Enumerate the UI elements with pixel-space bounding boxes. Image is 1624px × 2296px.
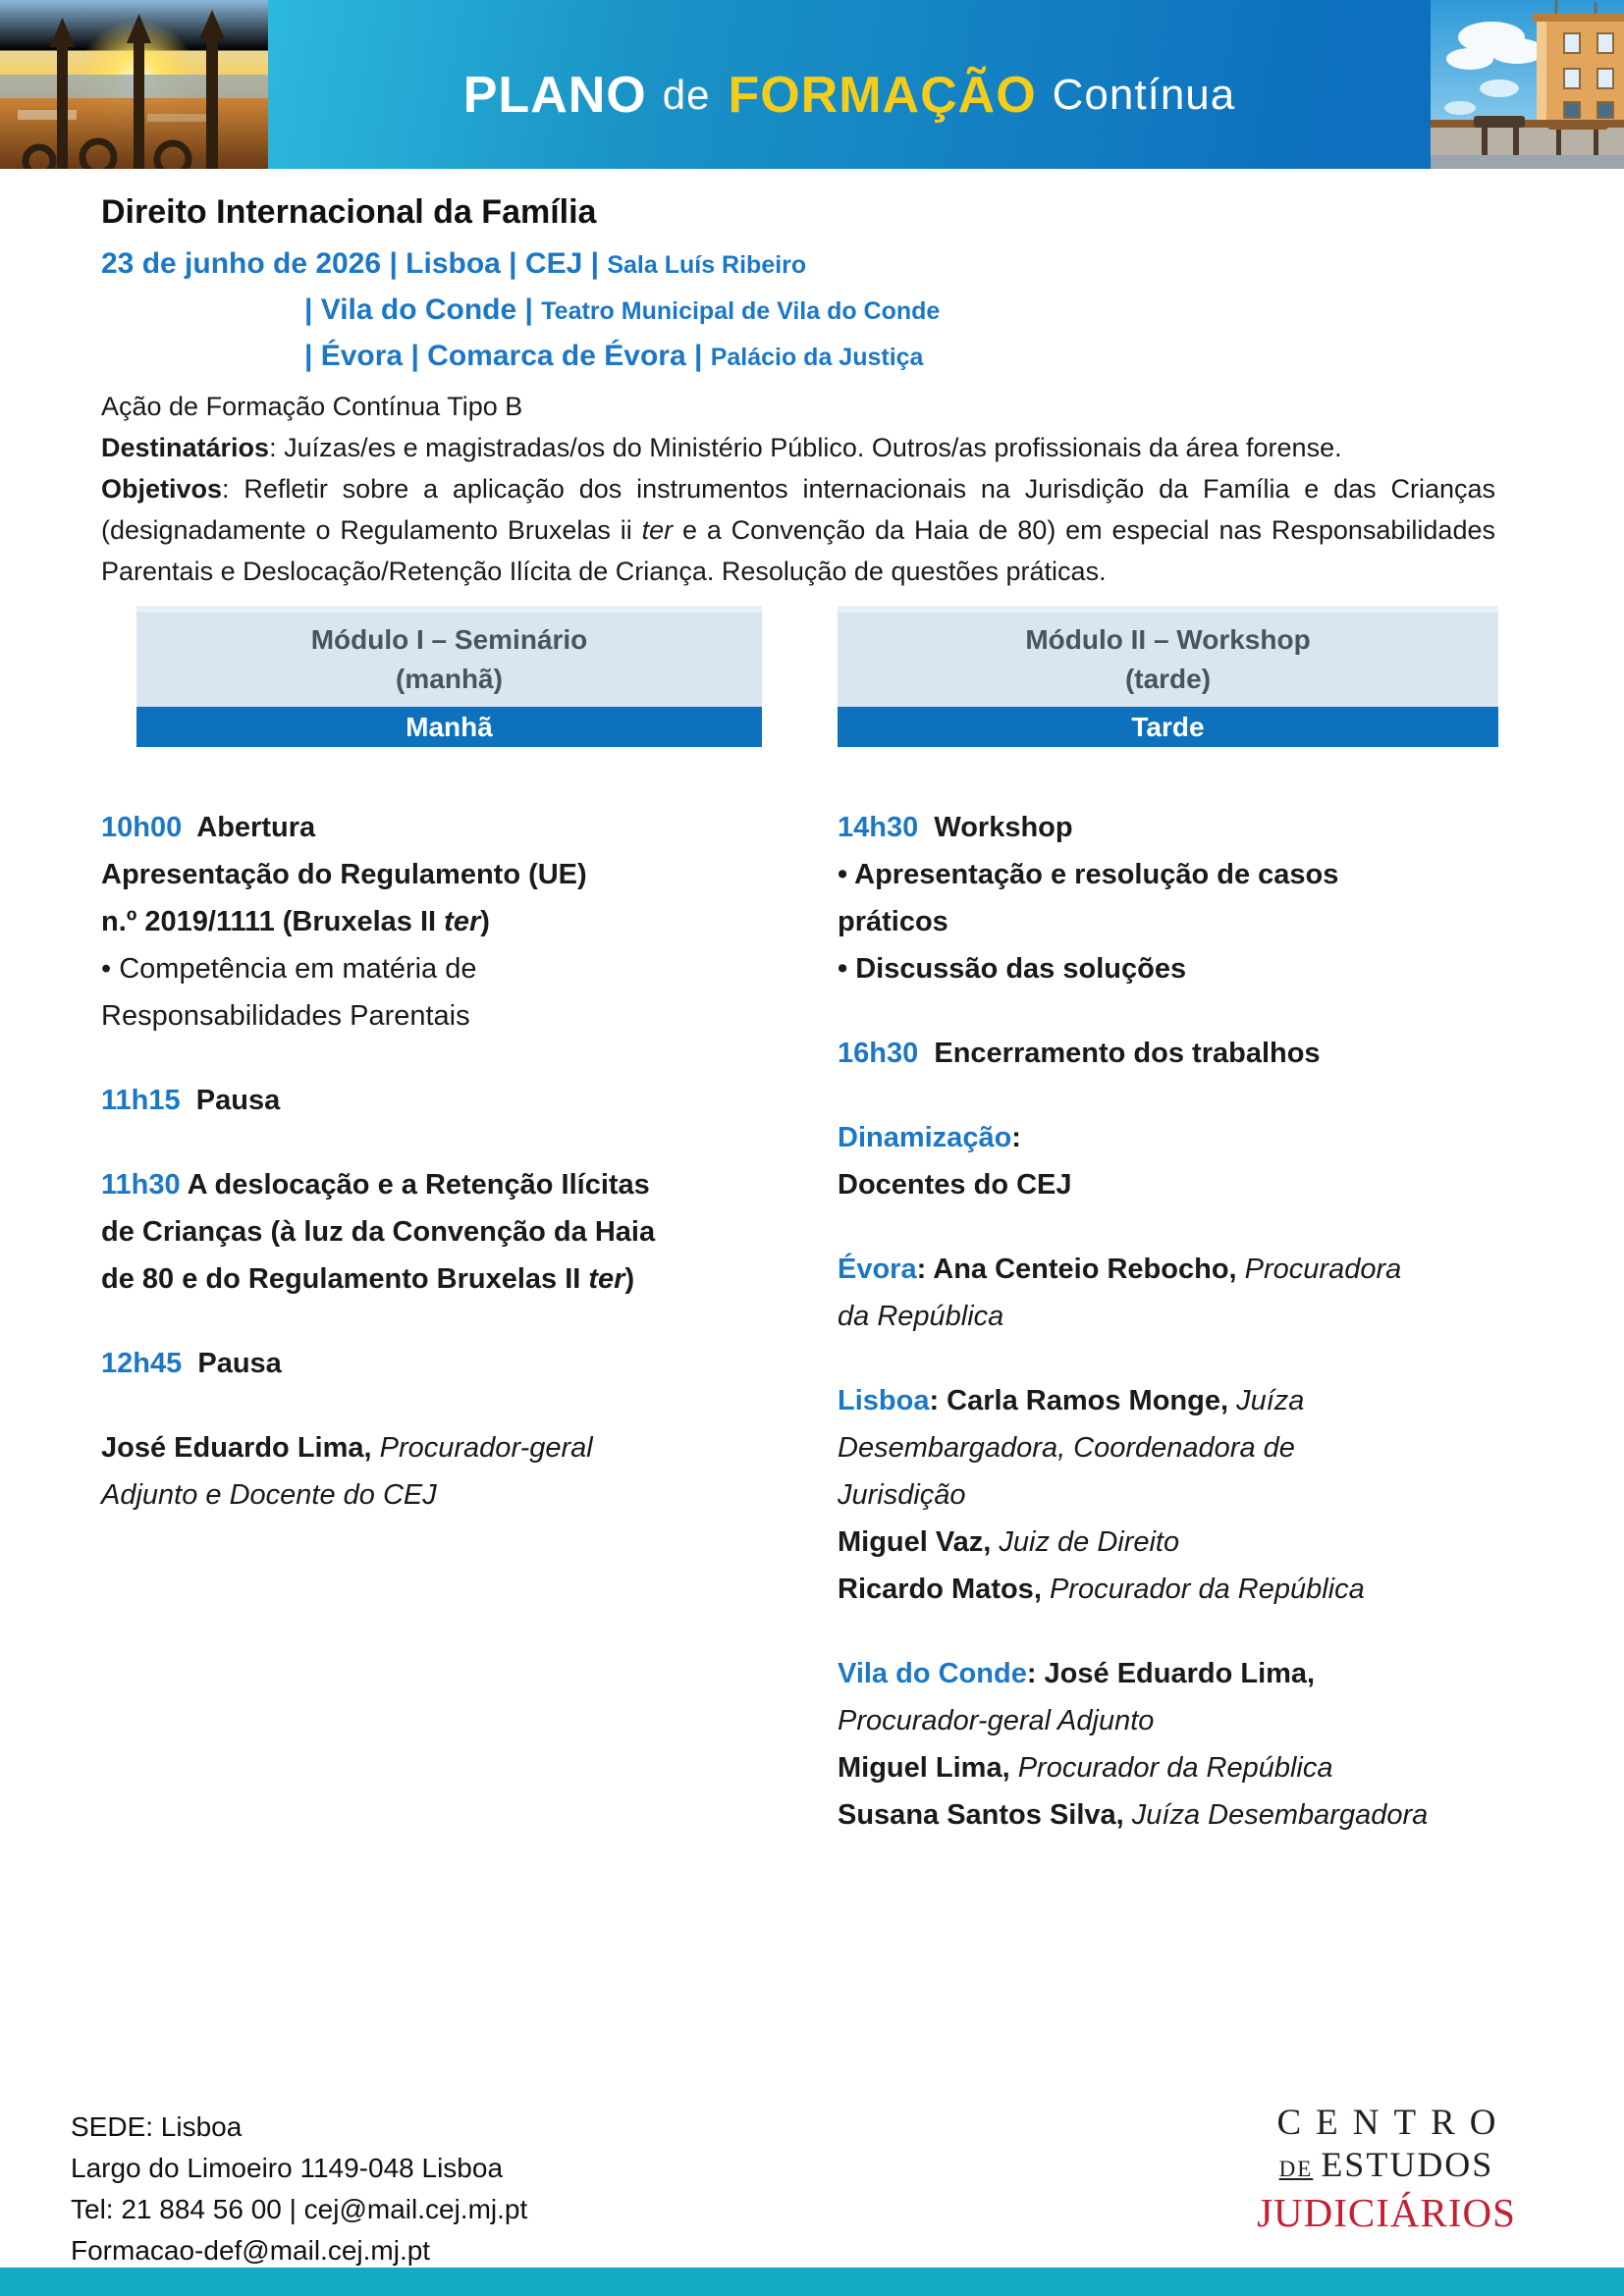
schedule-block bbox=[101, 1161, 762, 1303]
text-segment: e a Convenção da Haia de 80) em especial nas Responsabilidades Parentais e Deslocação/Retenção Ilícita de Criança. Resolução de questões práticas. bbox=[101, 515, 1495, 586]
text-segment: : Refletir sobre a aplicação dos instrumentos internacionais na Jurisdição da Família e das Crianças (designadamente o Regulamento Bruxelas ii bbox=[101, 474, 1495, 545]
module-subtitle: (manhã) bbox=[396, 664, 503, 694]
banner-word-formacao: FORMAÇÃO bbox=[728, 67, 1037, 124]
module-head-box bbox=[136, 606, 762, 707]
text-segment: práticos bbox=[838, 906, 948, 937]
text-segment: Dinamização bbox=[838, 1122, 1012, 1153]
text-segment: : bbox=[1011, 1122, 1021, 1153]
cej-logo bbox=[1239, 2103, 1534, 2235]
schedule-block bbox=[838, 1377, 1498, 1613]
text-segment: Procurador da República bbox=[1049, 1574, 1365, 1605]
module-head-box bbox=[838, 606, 1498, 707]
schedule-block bbox=[101, 1077, 762, 1124]
banner bbox=[0, 0, 1624, 169]
page-title: Direito Internacional da Família bbox=[101, 193, 597, 231]
text-segment: : Juízas/es e magistradas/os do Ministério Público. Outros/as profissionais da área forense. bbox=[269, 433, 1342, 462]
text-segment: Lisboa bbox=[838, 1385, 930, 1416]
text-segment: 11h30 bbox=[101, 1169, 181, 1201]
text-segment: Adjunto e Docente do CEJ bbox=[101, 1479, 437, 1511]
text-segment: A deslocação e a Retenção Ilícitas bbox=[180, 1169, 650, 1201]
footer-contact-line: Tel: 21 884 56 00 | cej@mail.cej.mj.pt bbox=[71, 2194, 528, 2224]
objetivos-paragraph bbox=[101, 468, 1495, 592]
text-segment: Responsabilidades Parentais bbox=[101, 1000, 470, 1032]
text-segment: Procurador-geral Adjunto bbox=[838, 1705, 1155, 1736]
schedule-block bbox=[101, 804, 762, 1040]
text-segment: Miguel Lima, bbox=[838, 1752, 1018, 1784]
course-type-line: Ação de Formação Contínua Tipo B bbox=[101, 392, 523, 421]
text-segment: Juíza bbox=[1236, 1385, 1305, 1416]
session-dates bbox=[101, 243, 1526, 382]
footer-email-line: Formacao-def@mail.cej.mj.pt bbox=[71, 2235, 431, 2266]
text-segment: Juíza Desembargadora bbox=[1131, 1799, 1429, 1831]
text-segment: Pausa bbox=[182, 1348, 282, 1379]
banner-title bbox=[268, 0, 1431, 169]
text-segment: de 80 e do Regulamento Bruxelas II bbox=[101, 1263, 589, 1295]
schedule-block bbox=[838, 1246, 1498, 1340]
schedule-blocks-morning bbox=[101, 747, 762, 1519]
text-segment: da República bbox=[838, 1301, 1004, 1332]
text-segment: Procurador-geral bbox=[379, 1432, 593, 1464]
building-harbour-photo bbox=[1431, 0, 1624, 169]
text-segment: ter bbox=[588, 1263, 625, 1295]
text-segment: ) bbox=[480, 906, 490, 937]
schedule-blocks-afternoon bbox=[838, 747, 1498, 1839]
text-segment: Destinatários bbox=[101, 433, 270, 462]
text-segment: Teatro Municipal de Vila do Conde bbox=[541, 297, 941, 325]
text-segment: 12h45 bbox=[101, 1348, 183, 1379]
text-segment: • Discussão das soluções bbox=[838, 953, 1187, 985]
text-segment: Docentes do CEJ bbox=[838, 1169, 1072, 1201]
text-segment: Workshop bbox=[918, 812, 1073, 843]
schedule-column-morning bbox=[101, 606, 762, 1876]
text-segment: Apresentação do Regulamento (UE) bbox=[101, 859, 587, 890]
text-segment: Ricardo Matos, bbox=[838, 1574, 1050, 1605]
banner-word-de: de bbox=[662, 72, 711, 118]
text-segment: | Vila do Conde | bbox=[304, 294, 542, 326]
session-date-line bbox=[101, 290, 1526, 336]
schedule-block bbox=[838, 804, 1498, 992]
module-subtitle: (tarde) bbox=[1124, 664, 1212, 694]
sunset-viewpoint-photo bbox=[0, 0, 268, 169]
text-segment: : Carla Ramos Monge, bbox=[929, 1385, 1237, 1416]
banner-word-plano: PLANO bbox=[462, 67, 647, 124]
schedule-block bbox=[101, 1340, 762, 1387]
text-segment: : Ana Centeio Rebocho, bbox=[916, 1254, 1245, 1285]
text-segment: Procurador da República bbox=[1017, 1752, 1333, 1784]
module-header-afternoon bbox=[838, 606, 1498, 747]
text-segment: 16h30 bbox=[838, 1038, 919, 1069]
destinatarios-paragraph bbox=[101, 427, 1495, 468]
text-segment: Miguel Vaz, bbox=[838, 1526, 1000, 1558]
schedule-columns bbox=[101, 606, 1526, 1876]
footer-street-line: Largo do Limoeiro 1149-048 Lisboa bbox=[71, 2153, 504, 2183]
schedule-block bbox=[838, 1114, 1498, 1208]
text-segment: Susana Santos Silva, bbox=[838, 1799, 1132, 1831]
module-title: Módulo II – Workshop bbox=[1025, 624, 1311, 655]
module-band-morning: Manhã bbox=[136, 707, 762, 747]
text-segment: José Eduardo Lima, bbox=[101, 1432, 380, 1464]
text-segment: Abertura bbox=[182, 812, 316, 843]
text-segment: • Competência em matéria de bbox=[101, 953, 477, 985]
module-band-afternoon: Tarde bbox=[838, 707, 1498, 747]
text-segment: Procuradora bbox=[1244, 1254, 1402, 1285]
text-segment: • Apresentação e resolução de casos bbox=[838, 859, 1339, 890]
cej-logo-judiciarios: JUDICIÁRIOS bbox=[1257, 2190, 1516, 2235]
schedule-block bbox=[838, 1030, 1498, 1077]
text-segment: 11h15 bbox=[101, 1085, 181, 1116]
schedule-block bbox=[838, 1650, 1498, 1839]
session-date-line bbox=[101, 243, 1526, 290]
text-segment: Objetivos bbox=[101, 474, 223, 504]
text-segment: 23 de junho de 2026 | Lisboa | CEJ | bbox=[101, 247, 608, 280]
text-segment: n.º 2019/1111 (Bruxelas II bbox=[101, 906, 445, 937]
text-segment: Encerramento dos trabalhos bbox=[918, 1038, 1321, 1069]
text-segment: de Crianças (à luz da Convenção da Haia bbox=[101, 1216, 656, 1248]
cej-logo-de: DE bbox=[1278, 2157, 1314, 2181]
cej-logo-de-estudos bbox=[1239, 2144, 1534, 2190]
text-segment: Pausa bbox=[180, 1085, 281, 1116]
text-segment: Évora bbox=[838, 1254, 917, 1285]
schedule-block bbox=[101, 1424, 762, 1519]
text-segment: Jurisdição bbox=[838, 1479, 966, 1511]
text-segment: ) bbox=[624, 1263, 635, 1295]
text-segment: Vila do Conde bbox=[838, 1658, 1027, 1689]
text-segment: Sala Luís Ribeiro bbox=[607, 251, 807, 279]
module-title: Módulo I – Seminário bbox=[310, 624, 588, 655]
cej-logo-centro: CENTRO bbox=[1276, 2103, 1511, 2143]
session-date-line bbox=[101, 336, 1526, 382]
text-segment: ter bbox=[641, 515, 674, 545]
text-segment: : José Eduardo Lima, bbox=[1026, 1658, 1316, 1689]
schedule-column-afternoon bbox=[838, 606, 1498, 1876]
text-segment: Palácio da Justiça bbox=[710, 344, 924, 371]
bottom-bar bbox=[0, 2268, 1624, 2296]
module-header-morning bbox=[136, 606, 762, 747]
text-segment: Desembargadora, Coordenadora de bbox=[838, 1432, 1295, 1464]
text-segment: | Évora | Comarca de Évora | bbox=[304, 340, 711, 372]
banner-word-continua: Contínua bbox=[1052, 71, 1236, 119]
text-segment: ter bbox=[444, 906, 481, 937]
cej-logo-estudos: ESTUDOS bbox=[1321, 2145, 1494, 2184]
text-segment: Juiz de Direito bbox=[999, 1526, 1180, 1558]
text-segment: 10h00 bbox=[101, 812, 183, 843]
footer-sede-line: SEDE: Lisboa bbox=[71, 2111, 243, 2142]
footer-address bbox=[71, 2107, 527, 2271]
text-segment: 14h30 bbox=[838, 812, 919, 843]
